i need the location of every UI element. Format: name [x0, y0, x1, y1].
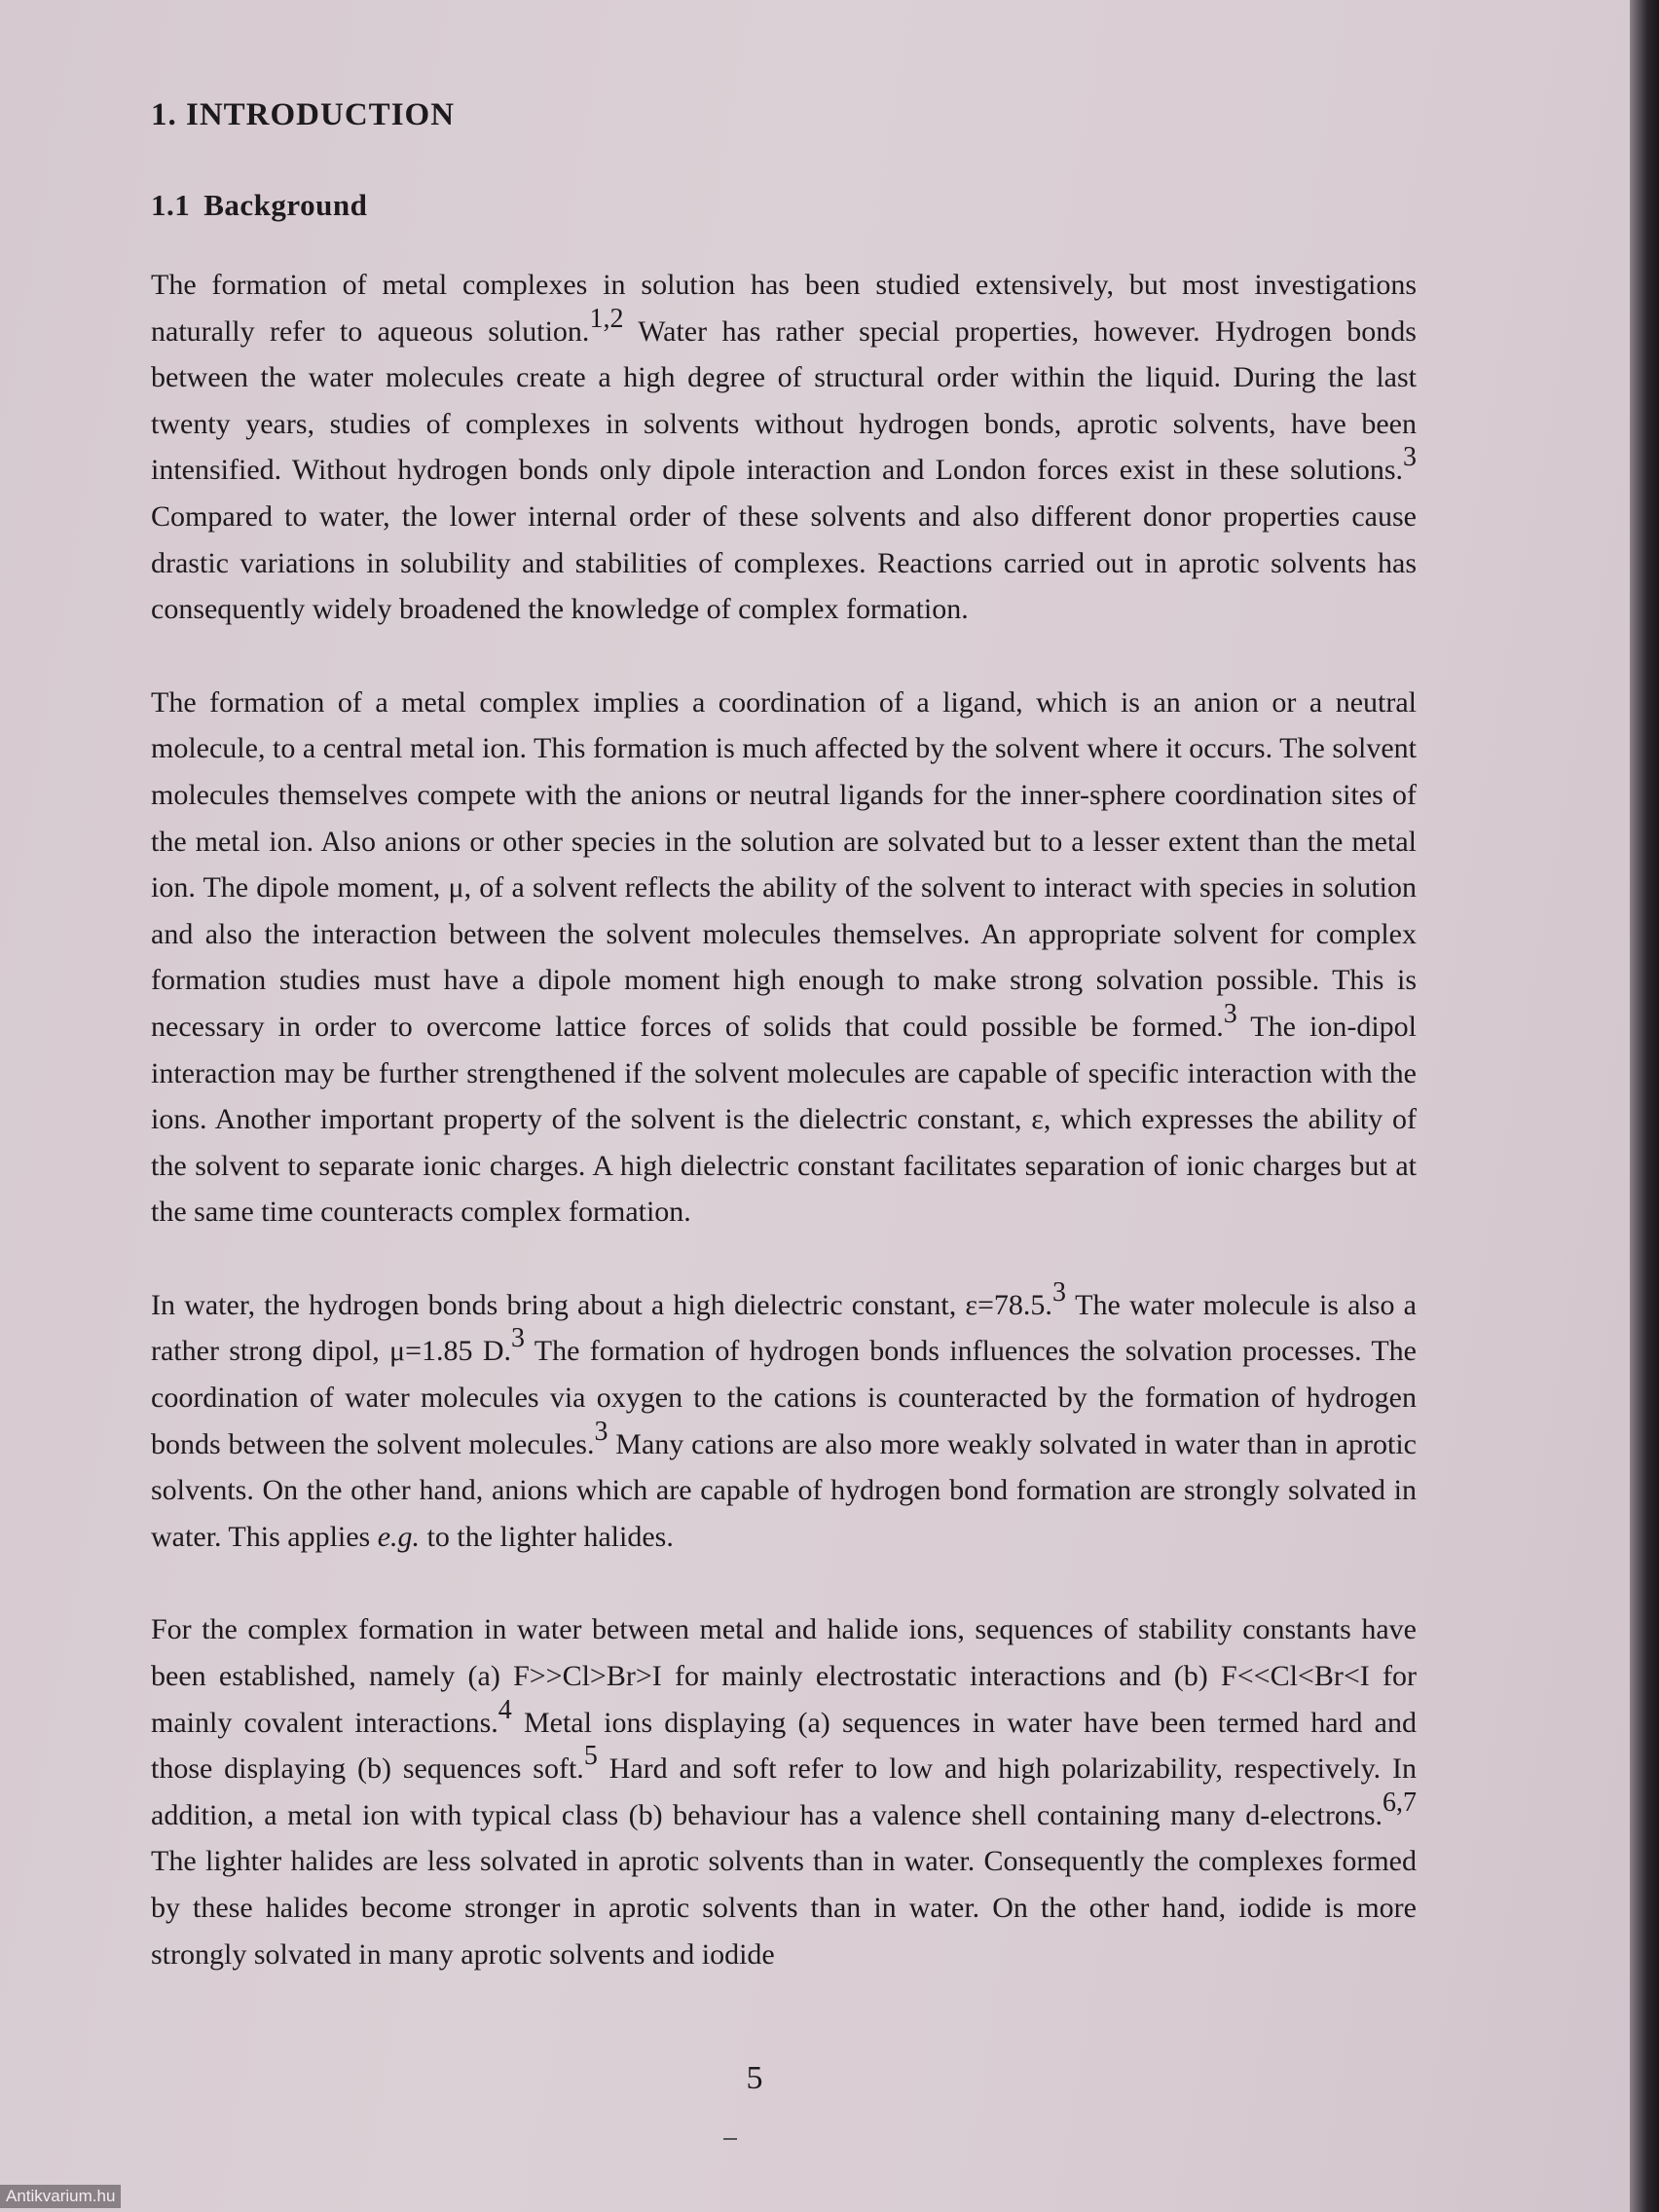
text-run: Compared to water, the lower internal order of these solvents and also different donor properties cause drastic variations in solubility and stabilities of complexes. Reactions carried out in aprotic solvents has consequently widely broadened the knowledge of complex formation. — [151, 499, 1417, 626]
text-run: The formation of a metal complex implies a coordination of a ligand, which is an anion or a neutral molecule, to a central metal ion. This formation is much affected by the solvent where it occurs. The solvent molecules themselves compete with the anions or neutral ligands for the inner-sphere coordination sites of the metal ion. Also anions or other species in the solution are solvated but to a lesser extent than the metal ion. The dipole moment, μ, of a solvent reflects the ability of the solvent to interact with species in solution and also the interaction between the solvent molecules themselves. An appropriate solvent for complex formation studies must have a dipole moment high enough to make strong solvation possible. This is necessary in order to overcome lattice forces of solids that could possible be formed. — [151, 685, 1417, 1043]
watermark-logo: Antikvarium.hu — [0, 2185, 121, 2208]
chapter-heading: 1. INTRODUCTION — [151, 97, 456, 132]
citation: 3 — [1051, 1276, 1066, 1308]
citation: 4 — [498, 1694, 512, 1725]
citation: 1,2 — [589, 303, 624, 334]
page-mark — [723, 2138, 737, 2140]
text-run: The ion-dipol interaction may be further strengthened if the solvent molecules are capable of specific interaction with the ions. Another important property of the solvent is the dielectric constant, ε, which expresses the ability of the solvent to separate ionic charges. A high dielectric constant facilitates separation of ionic charges but at the same time counteracts complex formation. — [151, 1010, 1418, 1229]
page-content — [151, 97, 1417, 2024]
text-run: The lighter halides are less solvated in aprotic solvents than in water. Consequently the complexes formed by these halides become stronger in aprotic solvents than in water. On the other hand, iodide is more strongly solvated in many aprotic solvents and iodide — [151, 1845, 1417, 1971]
citation: 3 — [1403, 442, 1417, 473]
text-run: Hard and soft refer to low and high polarizability, respectively. In addition, a metal ion with typical class (b) behaviour has a valence shell containing many d-electrons. — [151, 1752, 1417, 1831]
text-run: Many cations are also more weakly solvated in water than in aprotic solvents. On the other hand, anions which are capable of hydrogen bond formation are strongly solvated in water. This applies — [151, 1427, 1417, 1553]
citation: 3 — [511, 1323, 526, 1354]
text-run: For the complex formation in water between metal and halide ions, sequences of stability constants have been established, namely (a) F>>Cl>Br>I for mainly electrostatic interactions and (b) F<<Cl<Br<I for mainly covalent interactions. — [151, 1613, 1417, 1739]
text-run: Water has rather special properties, however. Hydrogen bonds between the water molecules create a high degree of structural order within the liquid. During the last twenty years, studies of complexes in solvents without hydrogen bonds, aprotic solvents, have been intensified. Without hydrogen bonds only dipole interaction and London forces exist in these solutions. — [151, 314, 1417, 487]
citation: 3 — [1223, 998, 1237, 1029]
citation: 5 — [583, 1741, 598, 1772]
text-run: The water molecule is also a rather strong dipol, μ=1.85 D. — [151, 1288, 1417, 1368]
text-run: Metal ions displaying (a) sequences in water have been termed hard and those displaying (b) sequences soft. — [151, 1706, 1417, 1786]
text-run: In water, the hydrogen bonds bring about a high dielectric constant, ε=78.5. — [151, 1288, 1052, 1321]
citation: 3 — [594, 1416, 608, 1447]
text-run: The formation of hydrogen bonds influences the solvation processes. The coordination of water molecules via oxygen to the cations is counteracted by the formation of hydrogen bonds between the solvent molecules. — [151, 1335, 1417, 1460]
paragraph-4 — [151, 1606, 1417, 1977]
page-number: 5 — [746, 2060, 763, 2096]
section-number: 1.1 — [151, 188, 191, 222]
paragraph-2 — [151, 680, 1417, 1235]
citation: 6,7 — [1382, 1787, 1417, 1818]
paragraph-1 — [151, 262, 1417, 633]
paragraph-3 — [151, 1276, 1417, 1561]
italic-abbreviation: e.g. — [377, 1520, 421, 1553]
section-heading — [151, 188, 1417, 223]
section-title: Background — [203, 188, 368, 222]
text-run: to the lighter halides. — [420, 1520, 674, 1553]
page-edge-shadow — [1630, 0, 1659, 2212]
text-run: The formation of metal complexes in solution has been studied extensively, but most investigations naturally refer to aqueous solution. — [151, 269, 1417, 348]
